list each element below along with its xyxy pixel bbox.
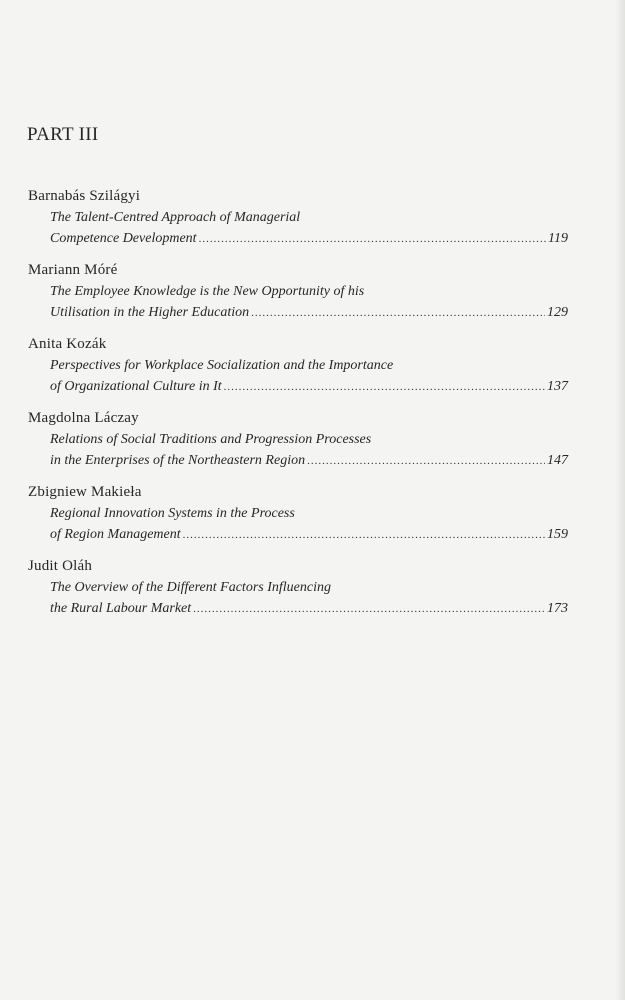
- toc-entry: [28, 260, 568, 324]
- entry-title-line-2: [50, 376, 568, 398]
- entry-page-number: 173: [547, 601, 568, 616]
- entry-title-line-2: [50, 598, 568, 620]
- entry-title-text: of Region Management: [50, 527, 181, 542]
- entry-title-line-2: [50, 228, 568, 250]
- dot-leader: [307, 451, 545, 472]
- entry-author: Judit Oláh: [28, 558, 93, 574]
- entry-title-line-1: The Overview of the Different Factors Influencing: [50, 580, 331, 595]
- entry-title-line-1: Perspectives for Workplace Socialization and the Importance: [50, 358, 394, 373]
- entry-page-number: 159: [547, 527, 568, 542]
- toc-entry: [28, 482, 568, 546]
- dot-leader: [183, 525, 545, 546]
- part-heading: PART III: [27, 124, 99, 145]
- entry-title-line-1: The Employee Knowledge is the New Opportunity of his: [50, 284, 365, 299]
- table-of-contents: [28, 186, 568, 630]
- entry-author: Mariann Móré: [28, 262, 118, 278]
- page-edge: [615, 0, 625, 1000]
- entry-title-text: of Organizational Culture in It: [50, 379, 222, 394]
- dot-leader: [199, 229, 546, 250]
- dot-leader: [193, 599, 545, 620]
- entry-author: Magdolna Láczay: [28, 410, 139, 426]
- entry-page-number: 119: [548, 231, 568, 246]
- entry-author: Barnabás Szilágyi: [28, 188, 141, 204]
- entry-title-line-2: [50, 524, 568, 546]
- dot-leader: [224, 377, 545, 398]
- entry-title-line-2: [50, 450, 568, 472]
- toc-entry: [28, 334, 568, 398]
- entry-title-text: the Rural Labour Market: [50, 601, 192, 616]
- toc-entry: [28, 408, 568, 472]
- entry-page-number: 129: [547, 305, 568, 320]
- entry-title-line-1: The Talent-Centred Approach of Managerial: [50, 210, 301, 225]
- entry-page-number: 147: [547, 453, 568, 468]
- entry-title-text: Competence Development: [50, 231, 197, 246]
- entry-title-text: in the Enterprises of the Northeastern Region: [50, 453, 306, 468]
- entry-author: Anita Kozák: [28, 336, 107, 352]
- entry-author: Zbigniew Makieła: [28, 484, 142, 500]
- toc-entry: [28, 556, 568, 620]
- entry-title-text: Utilisation in the Higher Education: [50, 305, 250, 320]
- entry-page-number: 137: [547, 379, 568, 394]
- entry-title-line-1: Relations of Social Traditions and Progression Processes: [50, 432, 372, 447]
- entry-title-line-2: [50, 302, 568, 324]
- toc-entry: [28, 186, 568, 250]
- entry-title-line-1: Regional Innovation Systems in the Process: [50, 506, 295, 521]
- dot-leader: [251, 303, 545, 324]
